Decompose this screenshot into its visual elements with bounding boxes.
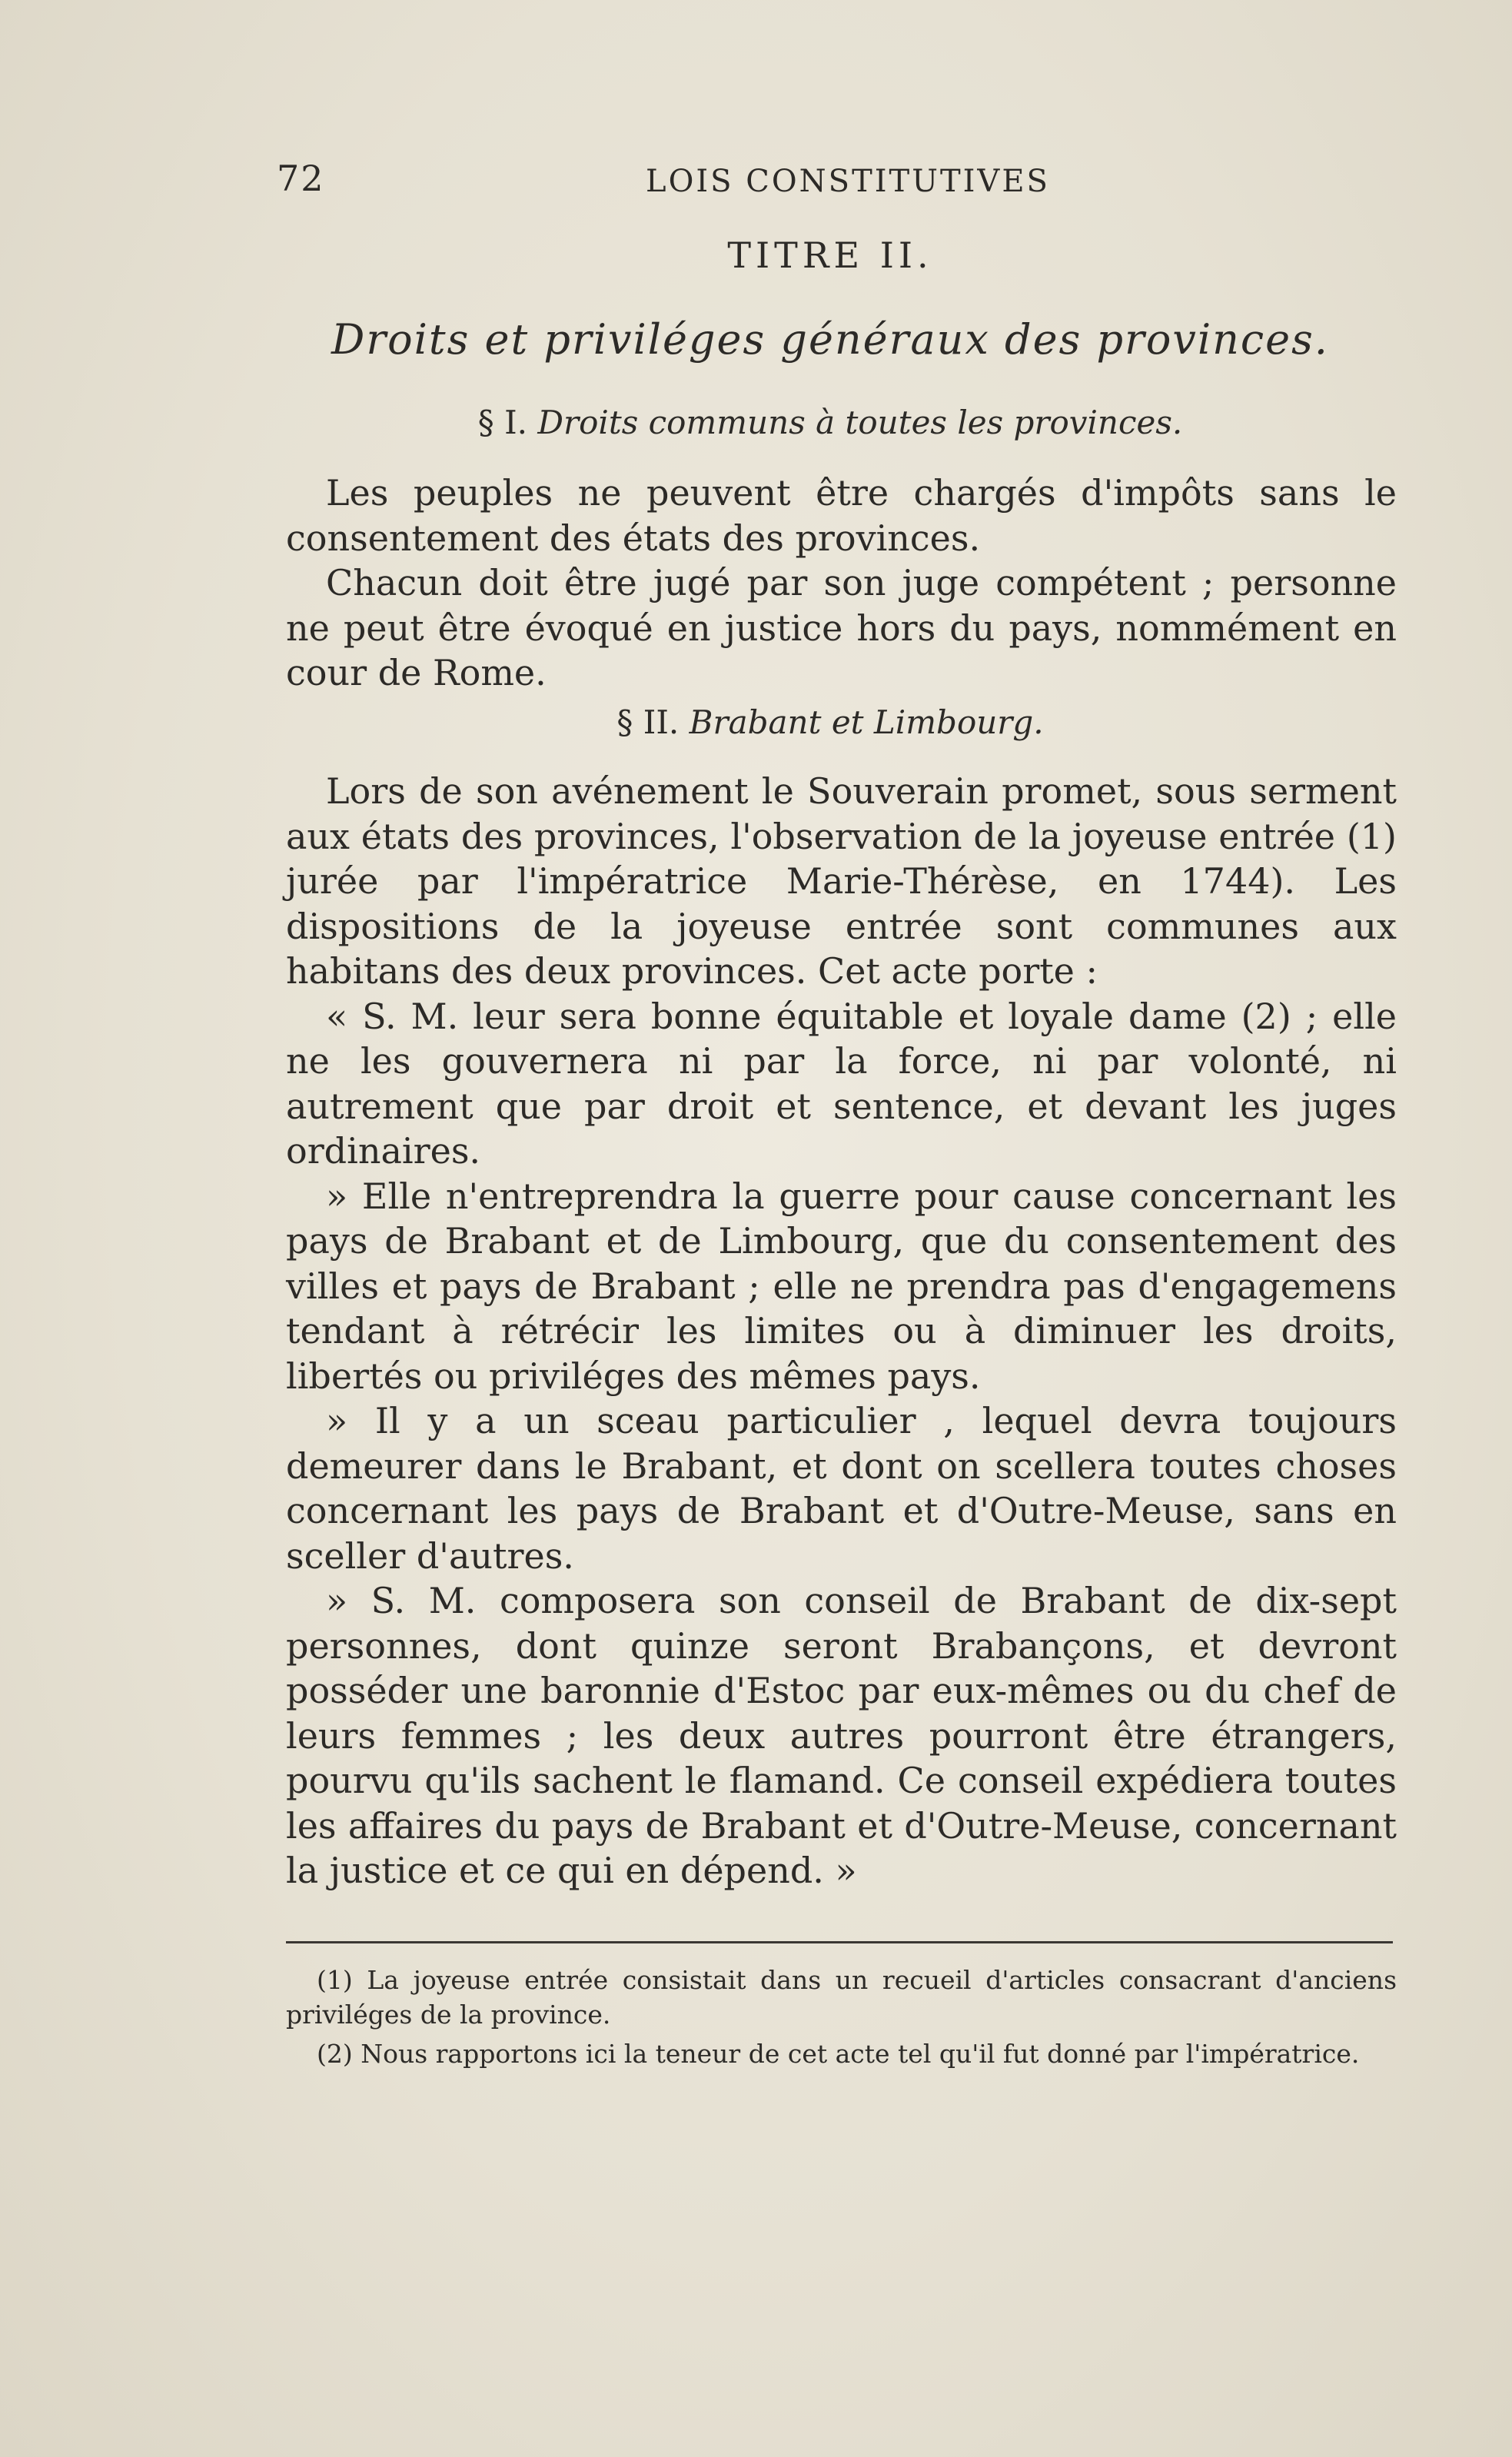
section-2-body [286, 769, 1397, 1893]
chapter-subtitle: Droits et priviléges généraux des provinces. [331, 315, 1329, 364]
section-number: § II. [616, 703, 680, 741]
paragraph: » Elle n'entreprendra la guerre pour cause concernant les pays de Brabant et de Limbourg, que du consentement des villes et pays de Brabant ; elle ne prendra pas d'engagemens tendant à rétrécir les limites ou à diminuer les droits, libertés ou priviléges des mêmes pays. [286, 1175, 1397, 1397]
footnote-divider [286, 1941, 1393, 1943]
chapter-title: TITRE II. [727, 234, 933, 276]
paragraph: « S. M. leur sera bonne équitable et loyale dame (2) ; elle ne les gouvernera ni par la force, ni par volonté, ni autrement que par droit et sentence, et devant les juges ordinaires. [286, 995, 1397, 1172]
paragraph: Chacun doit être jugé par son juge compétent ; personne ne peut être évoqué en justice hors du pays, nommément en cour de Rome. [286, 562, 1397, 693]
running-head: LOIS CONSTITUTIVES [646, 164, 1050, 199]
section-heading-1 [277, 404, 1384, 441]
paragraph: » S. M. composera son conseil de Brabant de dix-sept personnes, dont quinze seront Brabançons, et devront posséder une baronnie d'Estoc par eux-mêmes ou du chef de leurs femmes ; les deux autres pourront être étrangers, pourvu qu'ils sachent le flamand. Ce conseil expédiera toutes les affaires du pays de Brabant et d'Outre-Meuse, concernant la justice et ce qui en dépend. » [286, 1580, 1397, 1891]
section-number: § I. [477, 404, 528, 441]
section-title: Brabant et Limbourg. [689, 703, 1044, 741]
footnote: (1) La joyeuse entrée consistait dans un recueil d'articles consacrant d'anciens priviléges de la province. [286, 1965, 1397, 2030]
paragraph: Lors de son avénement le Souverain promet, sous serment aux états des provinces, l'observation de la joyeuse entrée (1) jurée par l'impératrice Marie-Thérèse, en 1744). Les dispositions de la joyeuse entrée sont communes aux habitans des deux provinces. Cet acte porte : [286, 770, 1397, 992]
section-heading-2 [277, 703, 1384, 741]
page-header [277, 158, 1384, 204]
paragraph: » Il y a un sceau particulier , lequel devra toujours demeurer dans le Brabant, et dont on scellera toutes choses concernant les pays de Brabant et d'Outre-Meuse, sans en sceller d'autres. [286, 1400, 1397, 1577]
paragraph: Les peuples ne peuvent être chargés d'impôts sans le consentement des états des provinces. [286, 472, 1397, 559]
section-title: Droits communs à toutes les provinces. [537, 404, 1183, 441]
page-number: 72 [277, 158, 325, 199]
footnote: (2) Nous rapportons ici la teneur de cet acte tel qu'il fut donné par l'impératrice. [317, 2039, 1360, 2069]
section-1-body [286, 470, 1397, 696]
footnotes [286, 1963, 1397, 2076]
